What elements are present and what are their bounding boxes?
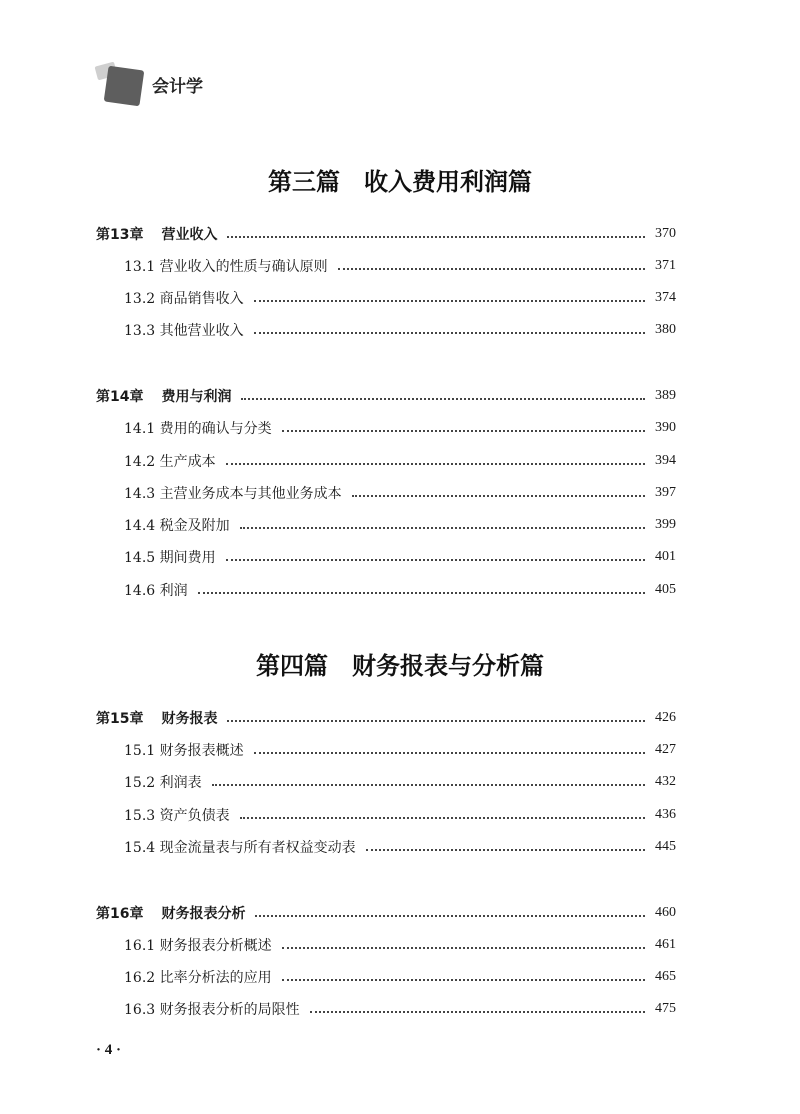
- dot-leader: [212, 784, 645, 786]
- dot-leader: [255, 915, 645, 917]
- dot-leader: [282, 430, 645, 432]
- toc-section-15-4[interactable]: [124, 836, 676, 858]
- toc-section-14-1[interactable]: [124, 417, 676, 439]
- running-header: [96, 62, 296, 110]
- page-ref: 432: [655, 774, 676, 789]
- page-ref: 401: [655, 549, 676, 564]
- chapter-title: 财务报表分析: [161, 906, 246, 922]
- chapter-number: 第15章: [96, 711, 144, 727]
- dot-leader: [254, 300, 645, 302]
- toc-section-16-3[interactable]: [124, 998, 676, 1020]
- page-ref: 405: [655, 582, 676, 597]
- page-ref: 475: [655, 1001, 676, 1016]
- toc-chapter-15[interactable]: [96, 707, 676, 729]
- page-ref: 426: [655, 710, 676, 725]
- page-ref: 370: [655, 226, 676, 241]
- toc-section-16-2[interactable]: [124, 966, 676, 988]
- dot-leader: [198, 592, 645, 594]
- page-ref: 394: [655, 453, 676, 468]
- toc-chapter-16[interactable]: [96, 902, 676, 924]
- dot-leader: [240, 817, 645, 819]
- section-title: 15.1 财务报表概述: [124, 743, 244, 759]
- section-title: 13.3 其他营业收入: [124, 323, 244, 339]
- toc-chapter-13[interactable]: [96, 223, 676, 245]
- dot-leader: [282, 947, 645, 949]
- page-number: · 4 ·: [96, 1042, 122, 1058]
- book-title: 会计学: [152, 77, 203, 97]
- page-ref: 371: [655, 258, 676, 273]
- chapter-title: 财务报表: [161, 711, 218, 727]
- page-ref: 390: [655, 420, 676, 435]
- page-ref: 399: [655, 517, 676, 532]
- section-title: 14.3 主营业务成本与其他业务成本: [124, 486, 342, 502]
- toc-section-14-6[interactable]: [124, 579, 676, 601]
- section-title: 14.6 利润: [124, 583, 188, 599]
- page-ref: 445: [655, 839, 676, 854]
- toc-section-14-2[interactable]: [124, 450, 676, 472]
- chapter-number: 第14章: [96, 389, 144, 405]
- dot-leader: [366, 849, 645, 851]
- dot-leader: [338, 268, 645, 270]
- toc-chapter-14[interactable]: [96, 385, 676, 407]
- dot-leader: [226, 559, 645, 561]
- toc-section-14-5[interactable]: [124, 546, 676, 568]
- part-title: 第四篇 财务报表与分析篇: [256, 652, 544, 680]
- section-title: 13.2 商品销售收入: [124, 291, 244, 307]
- section-title: 14.1 费用的确认与分类: [124, 421, 272, 437]
- dot-leader: [282, 979, 645, 981]
- dot-leader: [310, 1011, 645, 1013]
- dot-leader: [254, 752, 645, 754]
- page-ref: 465: [655, 969, 676, 984]
- section-title: 14.2 生产成本: [124, 454, 216, 470]
- dot-leader: [254, 332, 645, 334]
- toc-section-13-1[interactable]: [124, 255, 676, 277]
- dot-leader: [227, 236, 645, 238]
- page-ref: 397: [655, 485, 676, 500]
- section-title: 16.2 比率分析法的应用: [124, 970, 272, 986]
- section-title: 15.3 资产负债表: [124, 808, 230, 824]
- toc-section-13-2[interactable]: [124, 287, 676, 309]
- section-title: 14.5 期间费用: [124, 550, 216, 566]
- page-ref: 380: [655, 322, 676, 337]
- chapter-title: 费用与利润: [161, 389, 232, 405]
- toc-section-16-1[interactable]: [124, 934, 676, 956]
- toc-section-14-4[interactable]: [124, 514, 676, 536]
- page-ref: 427: [655, 742, 676, 757]
- page-ref: 436: [655, 807, 676, 822]
- section-title: 13.1 营业收入的性质与确认原则: [124, 259, 328, 275]
- part-title: 第三篇 收入费用利润篇: [268, 168, 532, 196]
- toc-section-13-3[interactable]: [124, 319, 676, 341]
- toc-section-14-3[interactable]: [124, 482, 676, 504]
- dot-leader: [352, 495, 645, 497]
- toc-section-15-1[interactable]: [124, 739, 676, 761]
- dot-leader: [226, 463, 645, 465]
- section-title: 15.4 现金流量表与所有者权益变动表: [124, 840, 356, 856]
- toc-section-15-2[interactable]: [124, 771, 676, 793]
- chapter-number: 第13章: [96, 227, 144, 243]
- section-title: 16.1 财务报表分析概述: [124, 938, 272, 954]
- page-ref: 374: [655, 290, 676, 305]
- page-ref: 389: [655, 388, 676, 403]
- chapter-title: 营业收入: [161, 227, 218, 243]
- section-title: 15.2 利润表: [124, 775, 202, 791]
- toc-section-15-3[interactable]: [124, 804, 676, 826]
- chapter-number: 第16章: [96, 906, 144, 922]
- dot-leader: [240, 527, 645, 529]
- page-ref: 461: [655, 937, 676, 952]
- page-ref: 460: [655, 905, 676, 920]
- section-title: 14.4 税金及附加: [124, 518, 230, 534]
- section-title: 16.3 财务报表分析的局限性: [124, 1002, 300, 1018]
- dot-leader: [241, 398, 645, 400]
- book-logo-square-icon: [104, 66, 145, 107]
- dot-leader: [227, 720, 645, 722]
